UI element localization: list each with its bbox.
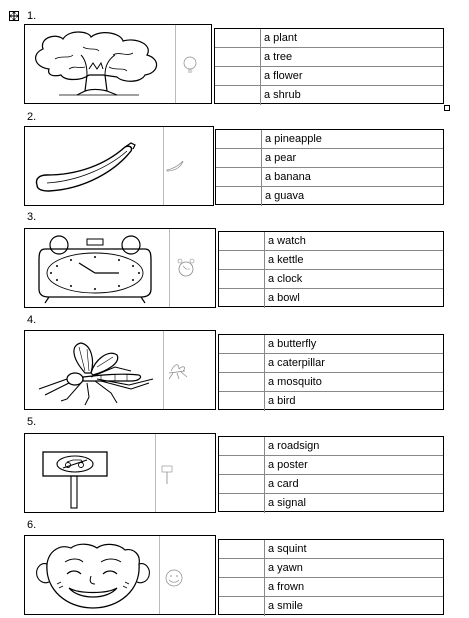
option-row[interactable] — [216, 187, 443, 206]
option-label: a watch — [268, 235, 306, 247]
answer-cell[interactable] — [219, 354, 265, 372]
answer-cell[interactable] — [219, 559, 265, 577]
option-label: a roadsign — [268, 440, 320, 452]
option-label: a guava — [265, 190, 305, 202]
question-1-picture-box — [24, 24, 212, 104]
table-resize-handle[interactable] — [444, 105, 450, 111]
mosquito-icon — [31, 337, 161, 407]
answer-cell[interactable] — [215, 29, 261, 47]
smiling-face-icon — [31, 540, 155, 612]
answer-cell[interactable] — [219, 335, 265, 353]
answer-cell[interactable] — [219, 373, 265, 391]
roadsign-icon — [160, 464, 174, 486]
option-label: a tree — [264, 51, 293, 63]
answer-cell[interactable] — [216, 149, 262, 167]
option-label: a caterpillar — [268, 357, 325, 369]
option-label: a yawn — [268, 562, 303, 574]
question-number: 1. — [27, 10, 37, 22]
option-row[interactable] — [216, 149, 443, 168]
option-row[interactable] — [219, 392, 443, 411]
option-row[interactable] — [215, 86, 443, 105]
question-number: 5. — [27, 416, 37, 428]
mosquito-icon — [165, 359, 191, 381]
option-row[interactable] — [219, 232, 443, 251]
option-row[interactable] — [219, 456, 443, 475]
answer-cell[interactable] — [216, 187, 262, 206]
answer-cell[interactable] — [216, 168, 262, 186]
option-row[interactable] — [219, 335, 443, 354]
option-row[interactable] — [219, 354, 443, 373]
option-row[interactable] — [219, 373, 443, 392]
answer-cell[interactable] — [215, 67, 261, 85]
option-row[interactable] — [215, 48, 443, 67]
option-label: a butterfly — [268, 338, 317, 350]
option-row[interactable] — [219, 475, 443, 494]
option-label: a bowl — [268, 292, 300, 304]
question-number: 3. — [27, 211, 37, 223]
options-table — [214, 28, 444, 104]
options-table — [218, 231, 444, 307]
option-row[interactable] — [219, 289, 443, 308]
answer-cell[interactable] — [219, 494, 265, 513]
answer-cell[interactable] — [219, 456, 265, 474]
option-label: a shrub — [264, 89, 301, 101]
option-row[interactable] — [219, 597, 443, 616]
question-4-picture-box — [24, 330, 216, 410]
answer-cell[interactable] — [215, 86, 261, 105]
option-row[interactable] — [219, 578, 443, 597]
option-label: a signal — [268, 497, 306, 509]
option-row[interactable] — [215, 29, 443, 48]
option-label: a pineapple — [265, 133, 322, 145]
option-row[interactable] — [219, 437, 443, 456]
answer-cell[interactable] — [219, 578, 265, 596]
option-label: a kettle — [268, 254, 304, 266]
tree-icon — [29, 29, 169, 99]
clock-icon — [175, 257, 197, 279]
question-number: 6. — [27, 519, 37, 531]
answer-cell[interactable] — [219, 251, 265, 269]
option-row[interactable] — [219, 270, 443, 289]
answer-cell[interactable] — [219, 597, 265, 616]
answer-cell[interactable] — [215, 48, 261, 66]
option-label: a banana — [265, 171, 311, 183]
smiling-face-icon — [163, 566, 185, 588]
answer-cell[interactable] — [219, 270, 265, 288]
tree-icon — [180, 55, 200, 75]
option-label: a smile — [268, 600, 303, 612]
answer-cell[interactable] — [219, 289, 265, 308]
table-move-handle-icon[interactable] — [9, 11, 19, 21]
answer-cell[interactable] — [219, 392, 265, 411]
roadsign-icon — [39, 448, 139, 512]
answer-cell[interactable] — [219, 232, 265, 250]
option-row[interactable] — [216, 168, 443, 187]
answer-cell[interactable] — [219, 475, 265, 493]
question-3-picture-box — [24, 228, 216, 308]
option-label: a mosquito — [268, 376, 322, 388]
banana-icon — [165, 159, 187, 173]
option-row[interactable] — [219, 251, 443, 270]
option-row[interactable] — [215, 67, 443, 86]
question-number: 4. — [27, 314, 37, 326]
answer-cell[interactable] — [216, 130, 262, 148]
banana-icon — [29, 141, 157, 195]
option-label: a bird — [268, 395, 296, 407]
option-row[interactable] — [219, 559, 443, 578]
question-5-picture-box — [24, 433, 216, 513]
option-label: a frown — [268, 581, 305, 593]
option-label: a squint — [268, 543, 307, 555]
options-table — [218, 334, 444, 410]
clock-icon — [35, 233, 155, 305]
options-table — [215, 129, 444, 205]
option-label: a poster — [268, 459, 308, 471]
question-6-picture-box — [24, 535, 216, 615]
option-row[interactable] — [219, 540, 443, 559]
option-label: a pear — [265, 152, 297, 164]
question-2-picture-box — [24, 126, 214, 206]
option-row[interactable] — [219, 494, 443, 513]
option-label: a clock — [268, 273, 303, 285]
option-row[interactable] — [216, 130, 443, 149]
option-label: a plant — [264, 32, 298, 44]
option-label: a flower — [264, 70, 303, 82]
options-table — [218, 436, 444, 512]
answer-cell[interactable] — [219, 540, 265, 558]
options-table — [218, 539, 444, 615]
question-number: 2. — [27, 111, 37, 123]
option-label: a card — [268, 478, 299, 490]
answer-cell[interactable] — [219, 437, 265, 455]
